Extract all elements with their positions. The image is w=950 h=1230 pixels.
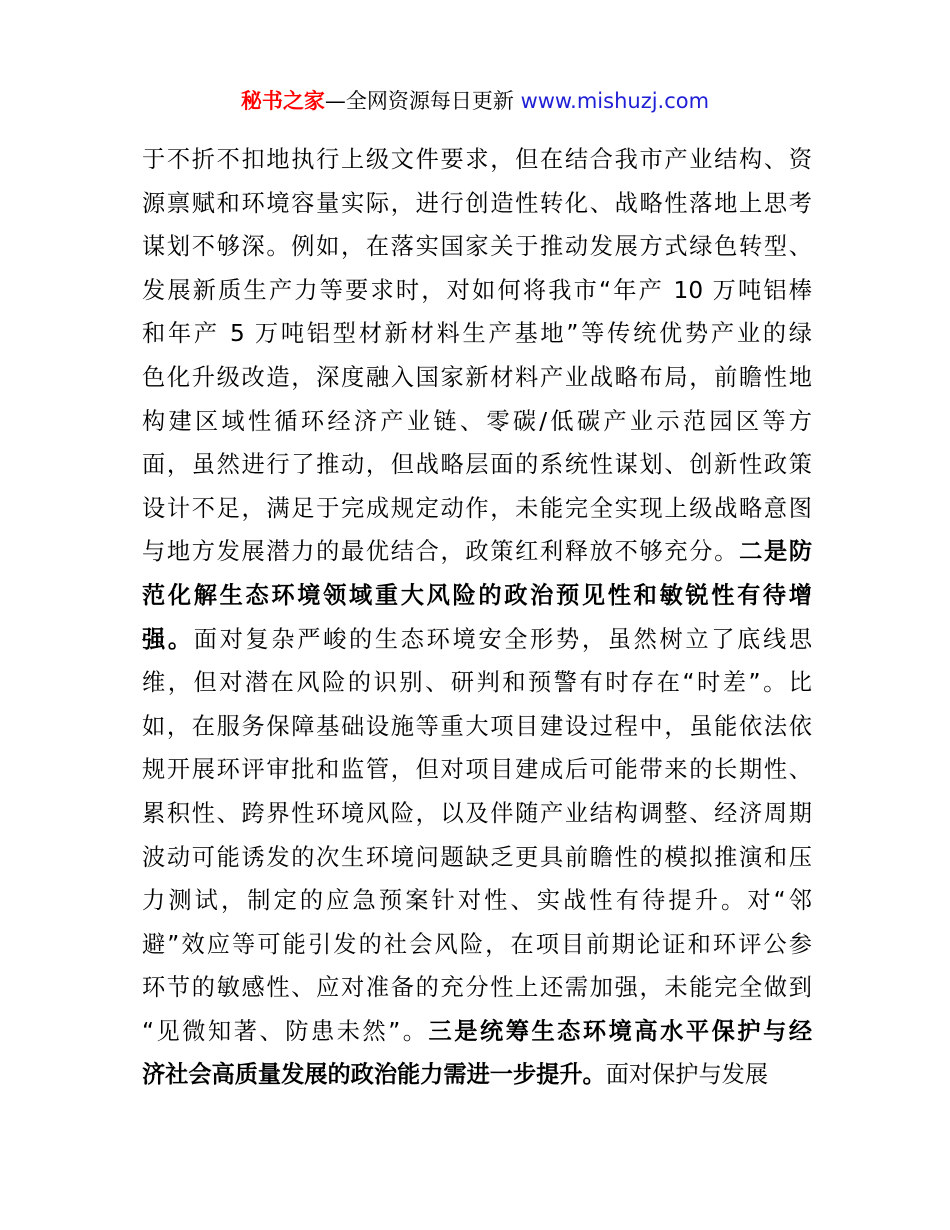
page-header [0,86,950,116]
text-line [142,400,812,444]
text-segment: 面，虽然进行了推动，但战略层面的系统性谋划、创新性政策 [142,451,812,479]
text-line [142,269,812,313]
bold-text-segment: 范化解生态环境领域重大风险的政治预见性和敏锐性有待增 [142,581,812,609]
site-url-link[interactable]: www.mishuzj.com [520,89,710,113]
text-segment: 面对保护与发展 [605,1061,769,1089]
text-segment: 与地方发展潜力的最优结合，政策红利释放不够充分。 [142,538,740,566]
text-segment: 维，但对潜在风险的识别、研判和预警有时存在“时差”。比 [142,669,812,697]
bold-text-segment: 济社会高质量发展的政治能力需进一步提升。 [142,1061,606,1089]
text-line [142,705,812,749]
text-segment: 发展新质生产力等要求时，对如何将我市“年产 10 万吨铝棒 [142,276,812,304]
text-segment: 谋划不够深。例如，在落实国家关于推动发展方式绿色转型、 [142,233,812,261]
text-line [142,138,812,182]
text-line [142,312,812,356]
text-segment: 波动可能诱发的次生环境问题缺乏更具前瞻性的模拟推演和压 [142,843,812,871]
text-line [142,661,812,705]
bold-text-segment: 三是统筹生态环境高水平保护与经 [428,1017,813,1045]
text-segment: 环节的敏感性、应对准备的充分性上还需加强，未能完全做到 [142,974,812,1002]
text-segment: 设计不足，满足于完成规定动作，未能完全实现上级战略意图 [142,494,812,522]
text-line [142,443,812,487]
text-line [142,618,812,662]
text-line [142,574,812,618]
text-line [142,836,812,880]
text-line [142,1010,812,1054]
text-segment: 源禀赋和环境容量实际，进行创造性转化、战略性落地上思考 [142,189,812,217]
text-segment: 力测试，制定的应急预案针对性、实战性有待提升。对“邻 [142,887,812,915]
text-line [142,1053,812,1097]
text-line [142,923,812,967]
text-line [142,487,812,531]
bold-text-segment: 二是防 [739,538,813,566]
text-segment: 色化升级改造，深度融入国家新材料产业战略布局，前瞻性地 [142,363,812,391]
text-segment: 面对复杂严峻的生态环境安全形势，虽然树立了底线思 [193,625,813,653]
text-segment: 于不折不扣地执行上级文件要求，但在结合我市产业结构、资 [142,146,812,173]
text-line [142,966,812,1010]
text-line [142,356,812,400]
text-segment: 累积性、跨界性环境风险，以及伴随产业结构调整、经济周期 [142,799,812,827]
header-tagline: —全网资源每日更新 [324,89,521,113]
text-segment: 和年产 5 万吨铝型材新材料生产基地”等传统优势产业的绿 [142,320,812,348]
text-line [142,225,812,269]
text-line [142,879,812,923]
text-line [142,530,812,574]
text-segment: 避”效应等可能引发的社会风险，在项目前期论证和环评公参 [142,930,812,958]
text-line [142,748,812,792]
text-line [142,182,812,226]
text-segment: 构建区域性循环经济产业链、零碳/低碳产业示范园区等方 [142,407,812,435]
body-text [142,138,812,1097]
text-segment: 规开展环评审批和监管，但对项目建成后可能带来的长期性、 [142,756,812,784]
bold-text-segment: 强。 [142,625,194,653]
text-segment: 如，在服务保障基础设施等重大项目建设过程中，虽能依法依 [142,712,812,740]
text-segment: “见微知著、防患未然”。 [142,1017,429,1045]
text-line [142,792,812,836]
brand-name: 秘书之家 [240,89,325,113]
